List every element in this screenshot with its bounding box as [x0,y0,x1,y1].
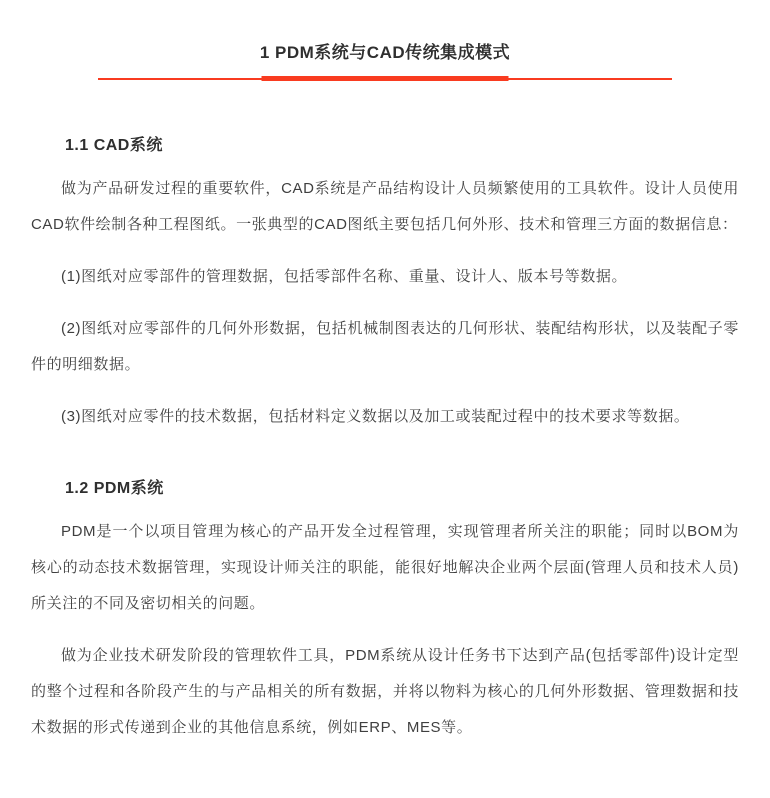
document-page [0,38,770,746]
list-paragraph-3: (3)图纸对应零件的技术数据，包括材料定义数据以及加工或装配过程中的技术要求等数据。 [61,408,690,425]
page-title: 1 PDM系统与CAD传统集成模式 [259,43,511,62]
paragraph: 做为企业技术研发阶段的管理软件工具，PDM系统从设计任务书下达到产品(包括零部件)设计定型的整个过程和各阶段产生的与产品相关的所有数据，并将以物料为核心的几何外形数据、管理数据和技术数据的形式传递到企业的其他信息系统，例如ERP、MES等。 [31,647,739,736]
list-paragraph-2: (2)图纸对应零部件的几何外形数据，包括机械制图表达的几何形状、装配结构形状，以及装配子零件的明细数据。 [31,320,739,373]
section-heading-pdm: 1.2 PDM系统 [65,480,164,497]
list-paragraph-1: (1)图纸对应零部件的管理数据，包括零部件名称、重量、设计人、版本号等数据。 [61,268,628,285]
paragraph: 做为产品研发过程的重要软件，CAD系统是产品结构设计人员频繁使用的工具软件。设计人员使用CAD软件绘制各种工程图纸。一张典型的CAD图纸主要包括几何外形、技术和管理三方面的数据信息： [31,180,739,233]
title-underline [31,76,739,82]
title-underline-thick-rule [262,76,509,81]
section-heading-cad: 1.1 CAD系统 [65,137,163,154]
paragraph: PDM是一个以项目管理为核心的产品开发全过程管理，实现管理者所关注的职能；同时以BOM为核心的动态技术数据管理，实现设计师关注的职能，能很好地解决企业两个层面(管理人员和技术人员)所关注的不同及密切相关的问题。 [31,523,739,612]
